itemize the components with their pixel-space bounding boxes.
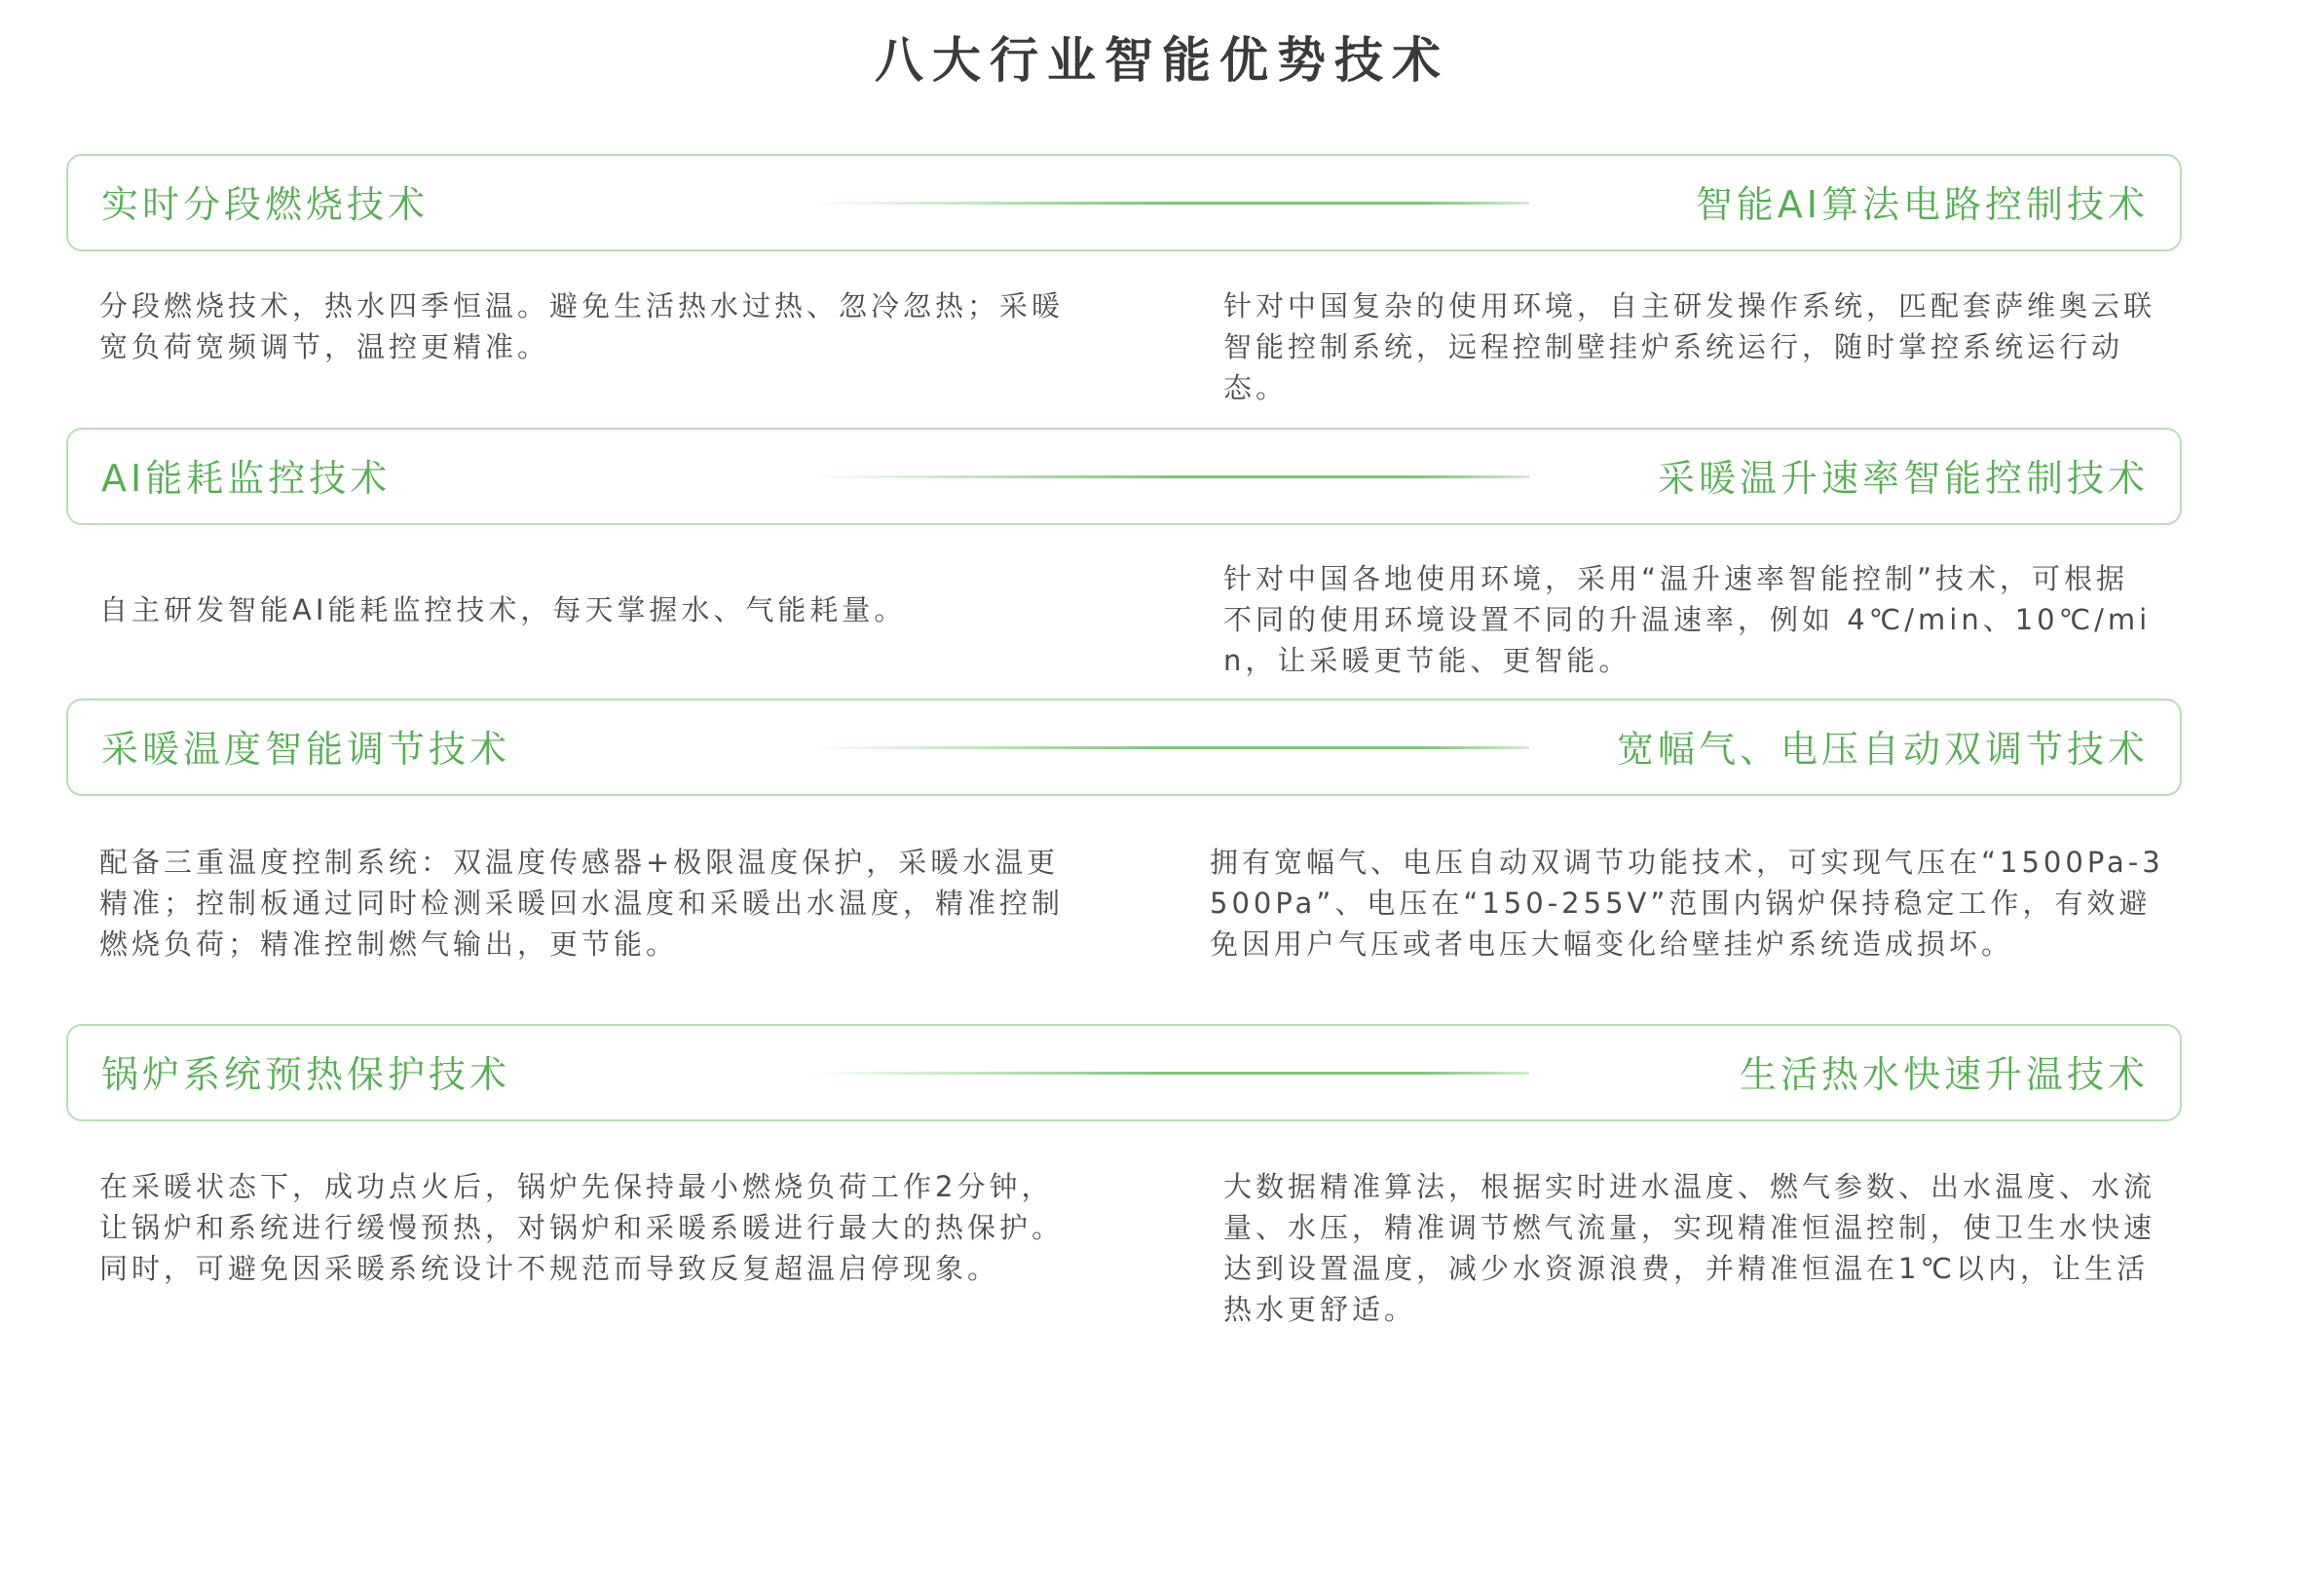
header-divider (808, 202, 1529, 205)
section-header-bar (66, 699, 2182, 796)
feature-desc-left: 在采暖状态下，成功点火后，锅炉先保持最小燃烧负荷工作2分钟，让锅炉和系统进行缓慢预热，对锅炉和采暖系暖进行最大的热保护。同时，可避免因采暖系统设计不规范而导致反复超温启停现象。 (99, 1170, 1065, 1285)
header-divider (808, 475, 1529, 478)
feature-title-left: 采暖温度智能调节技术 (101, 728, 511, 771)
header-divider (808, 746, 1529, 749)
section-header-bar (66, 1024, 2182, 1121)
section-boiler-preheat (66, 1024, 2182, 1589)
feature-title-left: AI能耗监控技术 (101, 457, 392, 500)
header-divider (808, 1072, 1529, 1075)
feature-title-right: 采暖温升速率智能控制技术 (1657, 457, 2149, 500)
feature-title-right: 生活热水快速升温技术 (1739, 1053, 2149, 1096)
feature-desc-right: 针对中国复杂的使用环境，自主研发操作系统，匹配套萨维奥云联智能控制系统，远程控制壁挂炉系统运行，随时掌控系统运行动态。 (1223, 289, 2156, 404)
section-header-bar (66, 428, 2182, 525)
feature-desc-left: 分段燃烧技术，热水四季恒温。避免生活热水过热、忽冷忽热；采暖宽负荷宽频调节，温控更精准。 (99, 289, 1065, 363)
feature-title-right: 智能AI算法电路控制技术 (1695, 183, 2149, 226)
page-title: 八大行业智能优势技术 (875, 32, 1449, 89)
feature-desc-right: 大数据精准算法，根据实时进水温度、燃气参数、出水温度、水流量、水压，精准调节燃气流量，实现精准恒温控制，使卫生水快速达到设置温度，减少水资源浪费，并精准恒温在1℃以内，让生活热水更舒适。 (1223, 1170, 2156, 1326)
feature-title-left: 实时分段燃烧技术 (101, 183, 430, 226)
feature-desc-left: 自主研发智能AI能耗监控技术，每天掌握水、气能耗量。 (99, 593, 907, 626)
feature-desc-right: 拥有宽幅气、电压自动双调节功能技术，可实现气压在“1500Pa-3500Pa”、电压在“150-255V”范围内锅炉保持稳定工作，有效避免因用户气压或者电压大幅变化给壁挂炉系统造成损坏。 (1210, 846, 2164, 961)
feature-title-left: 锅炉系统预热保护技术 (101, 1053, 511, 1096)
feature-desc-right: 针对中国各地使用环境，采用“温升速率智能控制”技术，可根据不同的使用环境设置不同的升温速率，例如 4℃/min、10℃/min，让采暖更节能、更智能。 (1223, 562, 2152, 677)
feature-desc-left: 配备三重温度控制系统：双温度传感器+极限温度保护，采暖水温更精准；控制板通过同时检测采暖回水温度和采暖出水温度，精准控制燃烧负荷；精准控制燃气输出，更节能。 (99, 846, 1065, 961)
feature-title-right: 宽幅气、电压自动双调节技术 (1616, 728, 2149, 771)
section-header-bar (66, 154, 2182, 251)
